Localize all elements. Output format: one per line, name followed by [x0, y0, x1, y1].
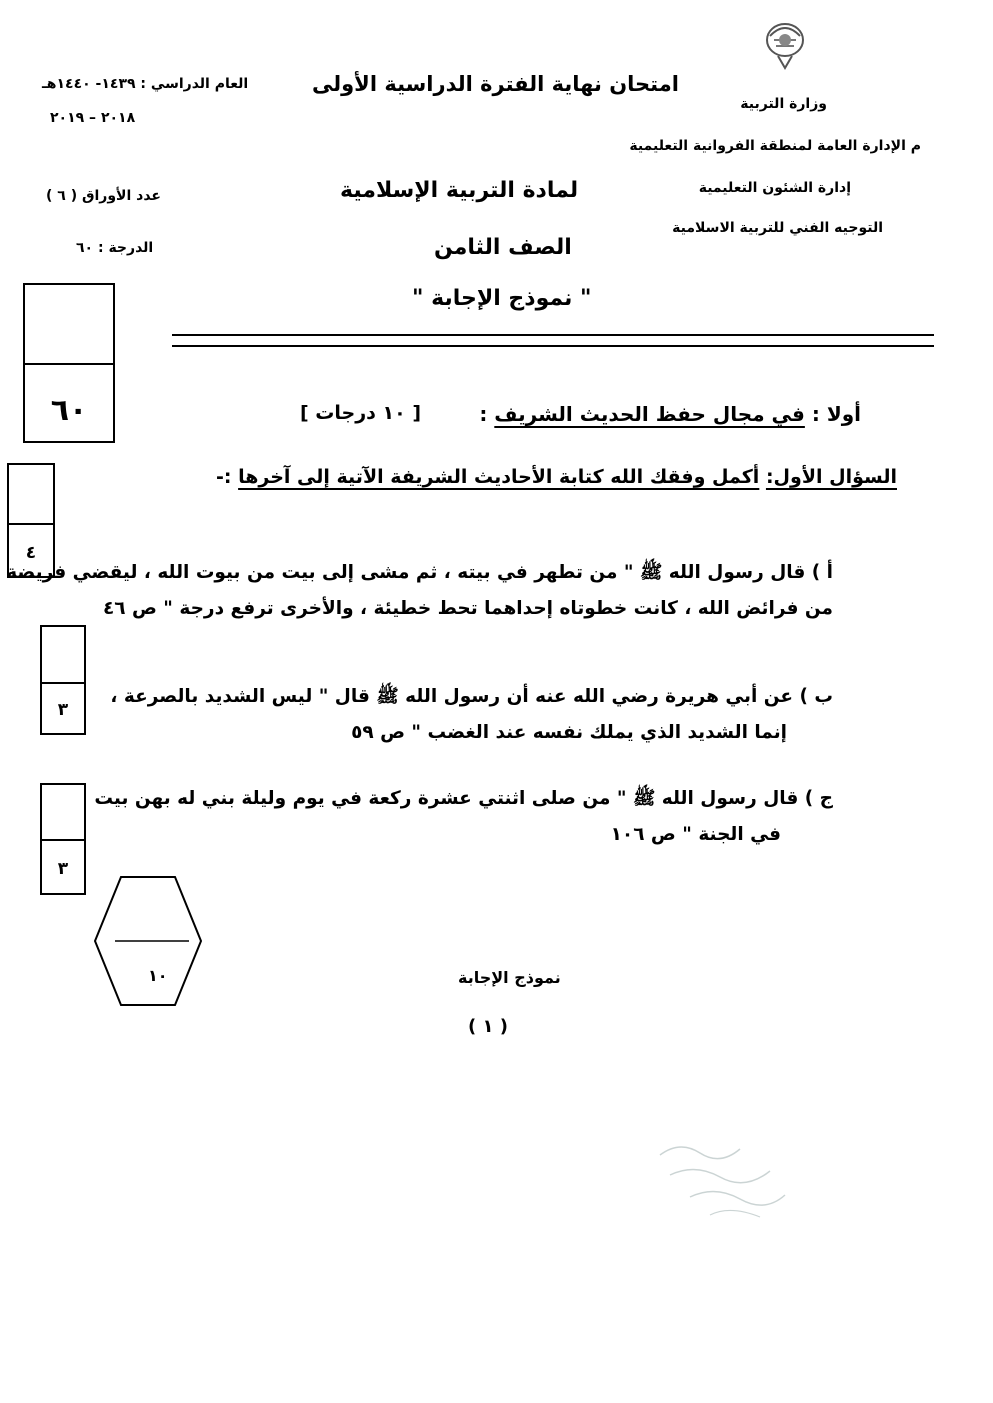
section-total-hexagon [93, 875, 203, 1007]
section-one-marks: [ ١٠ درجات ] [300, 402, 422, 424]
question-one-instruction: أكمل وفقك الله كتابة الأحاديث الشريفة الآتية إلى آخرها [238, 466, 760, 488]
item-b-line2: إنما الشديد الذي يملك نفسه عند الغضب " ص ٥٩ [351, 722, 787, 743]
directorate-name: م الإدارة العامة لمنطقة الفروانية التعليمية [629, 138, 921, 154]
item-c-line2: في الجنة " ص ١٠٦ [610, 824, 781, 845]
grade-title: الصف الثامن [434, 235, 572, 260]
answer-key-title: " نموذج الإجابة " [412, 286, 592, 311]
signature-mark [640, 1135, 790, 1225]
section-total-value: ١٠ [148, 966, 168, 985]
question-one-suffix: :- [215, 466, 232, 488]
ministry-name: وزارة التربية [740, 96, 827, 112]
item-c-line1: ج ) قال رسول الله ﷺ " من صلى اثنتي عشرة ركعة في يوم وليلة بني له بهن بيت [94, 788, 833, 809]
item-a-line2: من فرائض الله ، كانت خطوتاه إحداهما تحط خطيئة ، والأخرى ترفع درجة " ص ٤٦ [102, 598, 833, 619]
section-one-label: أولا [826, 402, 861, 426]
q1-score-box [7, 463, 55, 578]
item-c-score-value: ٣ [57, 859, 69, 879]
question-one-label: السؤال الأول: [765, 466, 897, 488]
academic-year-gregorian: ٢٠١٨ – ٢٠١٩ [50, 110, 136, 126]
section-one-title: في مجال حفظ الحديث الشريف [494, 402, 805, 426]
pages-count: عدد الأوراق ( ٦ ) [46, 188, 161, 204]
total-score-value: ٦٠ [50, 393, 88, 428]
item-c-score-box [40, 783, 86, 895]
section-one-heading: أولا : في مجال حفظ الحديث الشريف : [479, 402, 861, 426]
subject-title: لمادة التربية الإسلامية [340, 178, 579, 203]
total-score-label: الدرجة : ٦٠ [76, 240, 154, 256]
q1-score-value: ٤ [25, 543, 37, 563]
question-one-heading [216, 466, 897, 488]
header-divider-top [172, 334, 934, 336]
supervision-name: التوجيه الفني للتربية الاسلامية [672, 220, 883, 236]
department-name: إدارة الشئون التعليمية [698, 180, 851, 196]
item-b-line1: ب ) عن أبي هريرة رضي الله عنه أن رسول الله ﷺ قال " ليس الشديد بالصرعة ، [110, 686, 833, 707]
page-number: ( ١ ) [468, 1016, 508, 1037]
item-a-line1: أ ) قال رسول الله ﷺ " من تطهر في بيته ، ثم مشى إلى بيت من بيوت الله ، ليقضي فريضة [6, 562, 833, 583]
header-divider-bottom [172, 345, 934, 347]
total-score-box [23, 283, 115, 443]
exam-title: امتحان نهاية الفترة الدراسية الأولى [312, 72, 679, 96]
kuwait-emblem-icon [760, 18, 810, 70]
item-b-score-value: ٣ [57, 700, 69, 720]
item-b-score-box [40, 625, 86, 735]
footer-label: نموذج الإجابة [458, 968, 561, 987]
academic-year-hijri: العام الدراسي : ١٤٣٩- ١٤٤٠هـ [42, 76, 249, 92]
